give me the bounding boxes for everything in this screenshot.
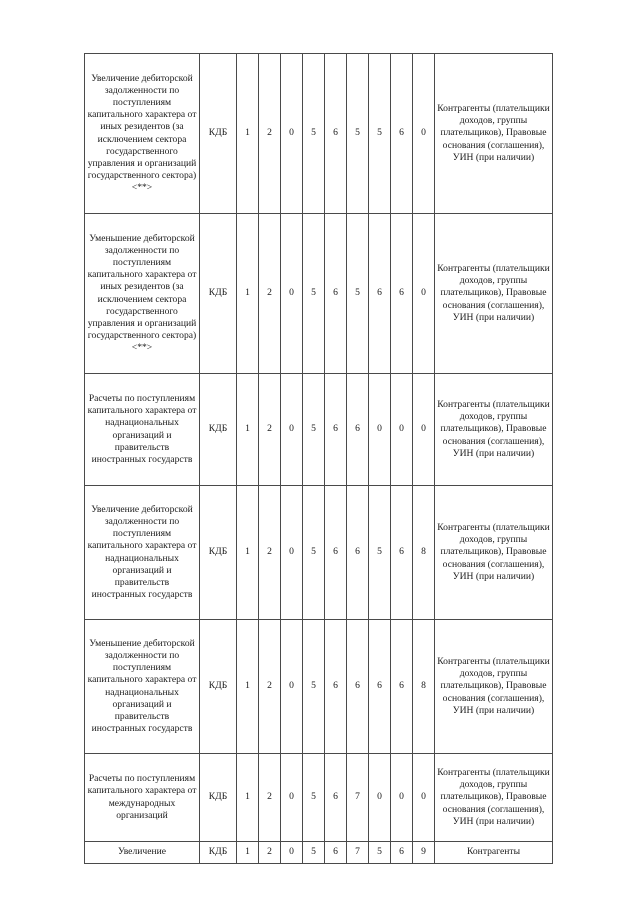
row-digit-cell: 6: [369, 214, 391, 374]
row-digit-cell: 8: [413, 620, 435, 754]
row-digit-cell: 0: [391, 374, 413, 486]
row-digit-cell: 1: [237, 754, 259, 842]
row-analytics-cell: Контрагенты: [435, 842, 553, 864]
row-digit-cell: 6: [325, 486, 347, 620]
table-row: [85, 754, 553, 842]
row-digit-cell: 0: [369, 374, 391, 486]
row-digit-cell: 6: [325, 754, 347, 842]
row-digit-cell: 0: [281, 374, 303, 486]
table-row: [85, 214, 553, 374]
table-row: [85, 374, 553, 486]
row-digit-cell: 6: [325, 54, 347, 214]
row-digit-cell: 0: [391, 754, 413, 842]
row-digit-cell: 5: [303, 374, 325, 486]
row-digit-cell: 6: [391, 620, 413, 754]
row-analytics-cell: Контрагенты (плательщики доходов, группы плательщиков), Правовые основания (соглашения), УИН (при наличии): [435, 374, 553, 486]
row-digit-cell: 5: [303, 842, 325, 864]
row-digit-cell: 7: [347, 842, 369, 864]
row-analytics-cell: Контрагенты (плательщики доходов, группы плательщиков), Правовые основания (соглашения), УИН (при наличии): [435, 486, 553, 620]
row-digit-cell: 6: [391, 842, 413, 864]
row-digit-cell: 5: [369, 486, 391, 620]
row-digit-cell: 0: [281, 214, 303, 374]
table-row: [85, 620, 553, 754]
row-name-cell: Расчеты по поступлениям капитального характера от наднациональных организаций и правительств иностранных государств: [85, 374, 200, 486]
row-digit-cell: 0: [413, 54, 435, 214]
row-digit-cell: 2: [259, 620, 281, 754]
row-digit-cell: 6: [325, 214, 347, 374]
row-analytics-cell: Контрагенты (плательщики доходов, группы плательщиков), Правовые основания (соглашения), УИН (при наличии): [435, 754, 553, 842]
row-digit-cell: 6: [391, 214, 413, 374]
row-digit-cell: 5: [347, 214, 369, 374]
row-digit-cell: 5: [303, 214, 325, 374]
row-digit-cell: 6: [325, 842, 347, 864]
row-name-cell: Уменьшение дебиторской задолженности по поступлениям капитального характера от наднациональных организаций и правительств иностранных государств: [85, 620, 200, 754]
row-code-cell: КДБ: [200, 54, 237, 214]
row-digit-cell: 0: [281, 842, 303, 864]
row-analytics-cell: Контрагенты (плательщики доходов, группы плательщиков), Правовые основания (соглашения), УИН (при наличии): [435, 214, 553, 374]
row-digit-cell: 5: [303, 754, 325, 842]
row-name-cell: Расчеты по поступлениям капитального характера от международных организаций: [85, 754, 200, 842]
row-digit-cell: 5: [303, 620, 325, 754]
row-code-cell: КДБ: [200, 620, 237, 754]
row-analytics-cell: Контрагенты (плательщики доходов, группы плательщиков), Правовые основания (соглашения), УИН (при наличии): [435, 54, 553, 214]
table-row: [85, 486, 553, 620]
table-row: [85, 842, 553, 864]
table-body: [85, 54, 553, 864]
row-digit-cell: 0: [413, 374, 435, 486]
row-digit-cell: 0: [281, 620, 303, 754]
row-digit-cell: 0: [413, 214, 435, 374]
row-code-cell: КДБ: [200, 214, 237, 374]
row-digit-cell: 5: [303, 486, 325, 620]
row-digit-cell: 2: [259, 842, 281, 864]
row-digit-cell: 1: [237, 842, 259, 864]
row-digit-cell: 1: [237, 620, 259, 754]
row-code-cell: КДБ: [200, 374, 237, 486]
row-code-cell: КДБ: [200, 486, 237, 620]
row-digit-cell: 6: [347, 620, 369, 754]
row-digit-cell: 6: [347, 486, 369, 620]
row-digit-cell: 2: [259, 214, 281, 374]
row-analytics-cell: Контрагенты (плательщики доходов, группы плательщиков), Правовые основания (соглашения), УИН (при наличии): [435, 620, 553, 754]
row-digit-cell: 6: [369, 620, 391, 754]
row-name-cell: Увеличение дебиторской задолженности по поступлениям капитального характера от наднациональных организаций и правительств иностранных государств: [85, 486, 200, 620]
row-digit-cell: 6: [391, 54, 413, 214]
row-digit-cell: 0: [281, 54, 303, 214]
row-digit-cell: 2: [259, 754, 281, 842]
row-digit-cell: 8: [413, 486, 435, 620]
row-name-cell: Увеличение дебиторской задолженности по поступлениям капитального характера от иных резидентов (за исключением сектора государственного управления и организаций государственного сектора) <**>: [85, 54, 200, 214]
row-digit-cell: 0: [281, 754, 303, 842]
row-digit-cell: 6: [391, 486, 413, 620]
row-code-cell: КДБ: [200, 754, 237, 842]
row-digit-cell: 1: [237, 54, 259, 214]
table-row: [85, 54, 553, 214]
row-digit-cell: 5: [369, 842, 391, 864]
row-digit-cell: 2: [259, 374, 281, 486]
row-name-cell: Увеличение: [85, 842, 200, 864]
row-digit-cell: 1: [237, 214, 259, 374]
row-name-cell: Уменьшение дебиторской задолженности по поступлениям капитального характера от иных резидентов (за исключением сектора государственного управления и организаций государственного сектора) <**>: [85, 214, 200, 374]
row-digit-cell: 5: [369, 54, 391, 214]
row-digit-cell: 9: [413, 842, 435, 864]
row-digit-cell: 1: [237, 374, 259, 486]
row-digit-cell: 0: [413, 754, 435, 842]
row-digit-cell: 6: [325, 374, 347, 486]
account-table: [84, 53, 553, 864]
row-digit-cell: 5: [347, 54, 369, 214]
row-digit-cell: 6: [347, 374, 369, 486]
row-code-cell: КДБ: [200, 842, 237, 864]
row-digit-cell: 2: [259, 486, 281, 620]
row-digit-cell: 6: [325, 620, 347, 754]
row-digit-cell: 5: [303, 54, 325, 214]
row-digit-cell: 7: [347, 754, 369, 842]
row-digit-cell: 1: [237, 486, 259, 620]
row-digit-cell: 0: [281, 486, 303, 620]
row-digit-cell: 0: [369, 754, 391, 842]
row-digit-cell: 2: [259, 54, 281, 214]
